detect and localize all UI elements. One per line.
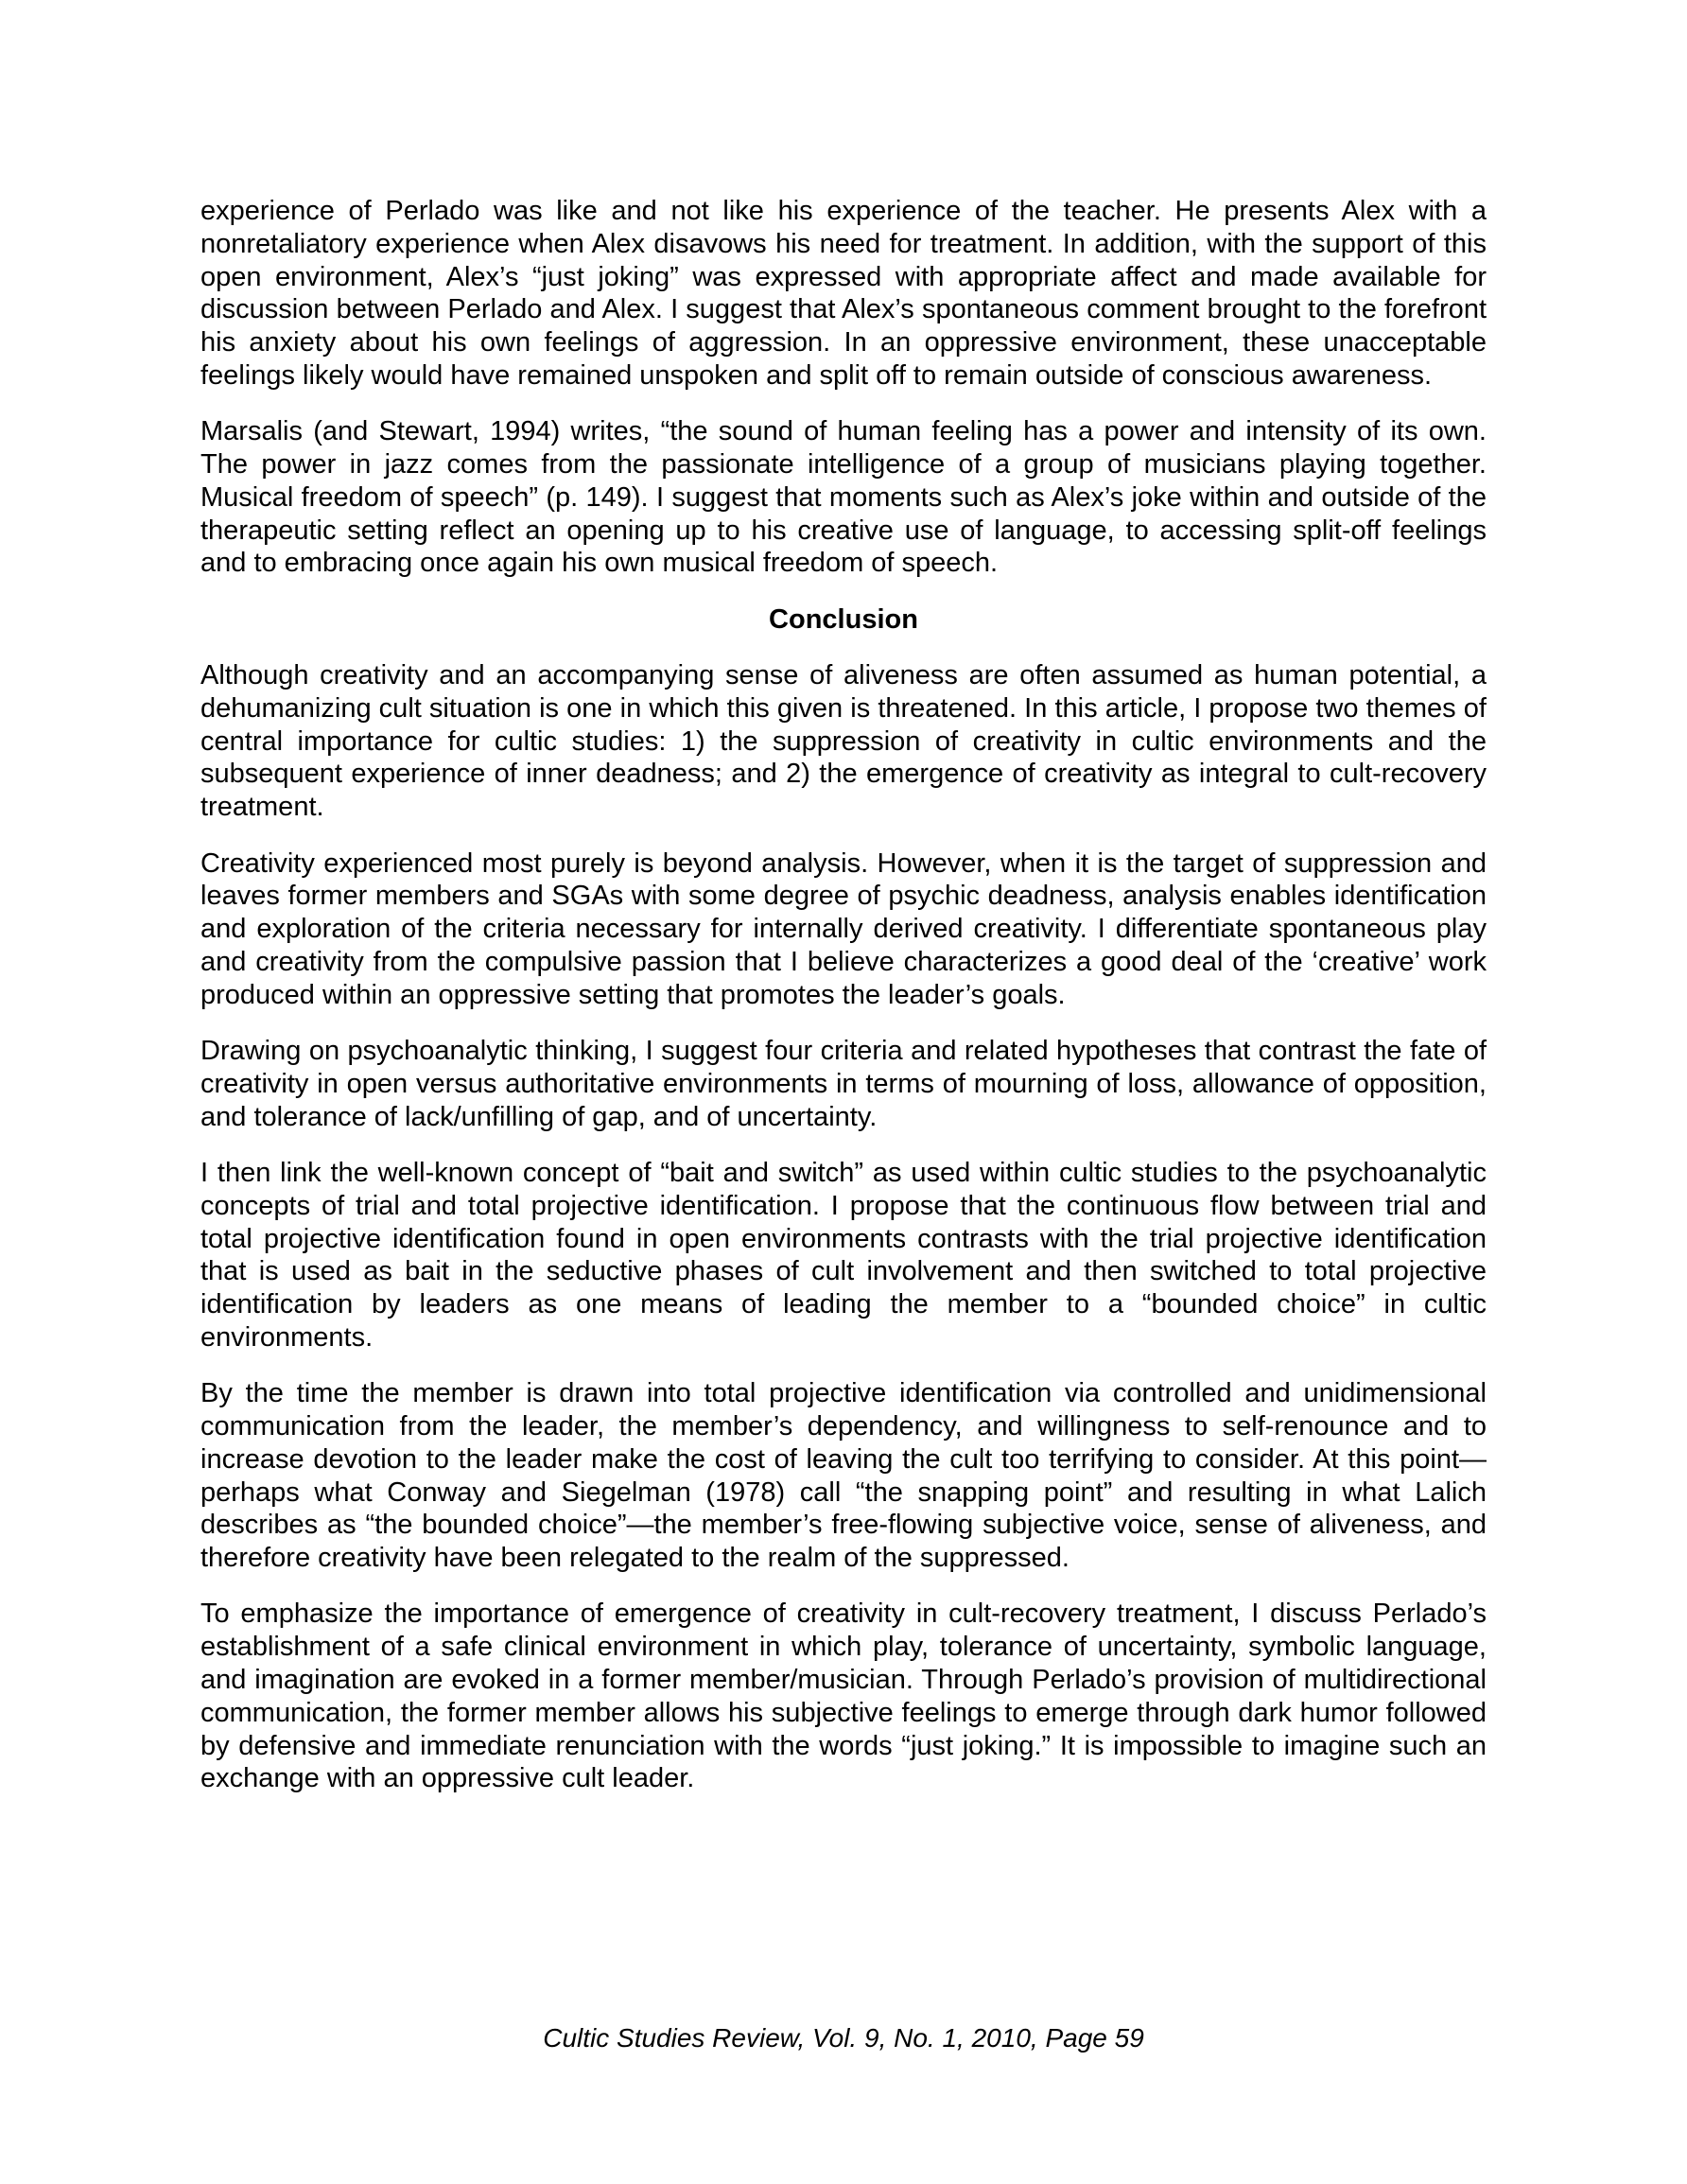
- body-paragraph: Marsalis (and Stewart, 1994) writes, “the sound of human feeling has a power and intensity of its own. The power in jazz comes from the passionate intelligence of a group of musicians playing together. Musical freedom of speech” (p. 149). I suggest that moments such as Alex’s joke within and outside of the therapeutic setting reflect an opening up to his creative use of language, to accessing split-off feelings and to embracing once again his own musical freedom of speech.: [200, 416, 1487, 579]
- body-paragraph: To emphasize the importance of emergence of creativity in cult-recovery treatment, I discuss Perlado’s establishment of a safe clinical environment in which play, tolerance of uncertainty, symbolic language, and imagination are evoked in a former member/musician. Through Perlado’s provision of multidirectional communication, the former member allows his subjective feelings to emerge through dark humor followed by defensive and immediate renunciation with the words “just joking.” It is impossible to imagine such an exchange with an oppressive cult leader.: [200, 1599, 1487, 1794]
- body-paragraph: I then link the well-known concept of “bait and switch” as used within cultic studies to the psychoanalytic concepts of trial and total projective identification. I propose that the continuous flow between trial and total projective identification found in open environments contrasts with the trial projective identification that is used as bait in the seductive phases of cult involvement and then switched to total projective identification by leaders as one means of leading the member to a “bounded choice” in cultic environments.: [200, 1157, 1487, 1353]
- body-paragraph: Drawing on psychoanalytic thinking, I suggest four criteria and related hypotheses that contrast the fate of creativity in open versus authoritative environments in terms of mourning of loss, allowance of opposition, and tolerance of lack/unfilling of gap, and of uncertainty.: [200, 1036, 1487, 1132]
- body-paragraph: experience of Perlado was like and not like his experience of the teacher. He presents Alex with a nonretaliatory experience when Alex disavows his need for treatment. In addition, with the support of this open environment, Alex’s “just joking” was expressed with appropriate affect and made available for discussion between Perlado and Alex. I suggest that Alex’s spontaneous comment brought to the forefront his anxiety about his own feelings of aggression. In an oppressive environment, these unacceptable feelings likely would have remained unspoken and split off to remain outside of conscious awareness.: [200, 196, 1487, 391]
- article-body: [200, 195, 1487, 1819]
- page-footer: Cultic Studies Review, Vol. 9, No. 1, 2010, Page 59: [543, 2023, 1144, 2053]
- conclusion-heading: Conclusion: [769, 603, 918, 635]
- body-paragraph: Creativity experienced most purely is beyond analysis. However, when it is the target of suppression and leaves former members and SGAs with some degree of psychic deadness, analysis enables identification and exploration of the criteria necessary for internally derived creativity. I differentiate spontaneous play and creativity from the compulsive passion that I believe characterizes a good deal of the ‘creative’ work produced within an oppressive setting that promotes the leader’s goals.: [200, 847, 1487, 1010]
- body-paragraph: By the time the member is drawn into total projective identification via controlled and unidimensional communication from the leader, the member’s dependency, and willingness to self-renounce and to increase devotion to the leader make the cost of leaving the cult too terrifying to consider. At this point—perhaps what Conway and Siegelman (1978) call “the snapping point” and resulting in what Lalich describes as “the bounded choice”—the member’s free-flowing subjective voice, sense of aliveness, and therefore creativity have been relegated to the realm of the suppressed.: [200, 1378, 1487, 1574]
- body-paragraph: Although creativity and an accompanying sense of aliveness are often assumed as human potential, a dehumanizing cult situation is one in which this given is threatened. In this article, I propose two themes of central importance for cultic studies: 1) the suppression of creativity in cultic environments and the subsequent experience of inner deadness; and 2) the emergence of creativity as integral to cult-recovery treatment.: [200, 660, 1487, 823]
